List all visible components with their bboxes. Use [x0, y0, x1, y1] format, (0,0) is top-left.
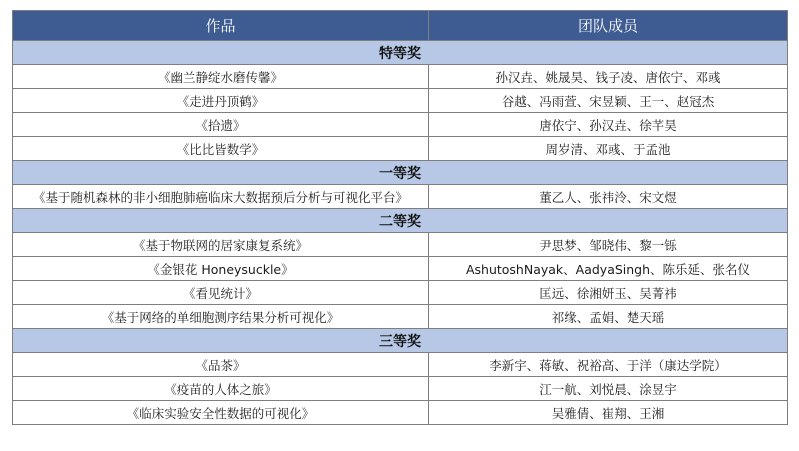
table-row: [13, 113, 788, 137]
work-title: 《基于网络的单细胞测序结果分析可视化》: [13, 305, 429, 329]
table-row: [13, 401, 788, 425]
award-level-row: [13, 329, 788, 353]
column-header-team: 团队成员: [429, 11, 788, 41]
table-row: [13, 353, 788, 377]
work-title: 《金银花 Honeysuckle》: [13, 257, 429, 281]
team-members: 谷越、冯雨萱、宋昱颖、王一、赵冠杰: [429, 89, 788, 113]
table-row: [13, 233, 788, 257]
table-row: [13, 65, 788, 89]
award-level-row: [13, 41, 788, 65]
award-level-label: 特等奖: [13, 41, 788, 65]
table-header-row: [13, 11, 788, 41]
award-table: [12, 10, 788, 425]
work-title: 《走进丹顶鹤》: [13, 89, 429, 113]
award-level-label: 三等奖: [13, 329, 788, 353]
work-title: 《基于随机森林的非小细胞肺癌临床大数据预后分析与可视化平台》: [13, 185, 429, 209]
work-title: 《看见统计》: [13, 281, 429, 305]
work-title: 《拾遗》: [13, 113, 429, 137]
award-level-row: [13, 161, 788, 185]
table-row: [13, 281, 788, 305]
column-header-work: 作品: [13, 11, 429, 41]
table-row: [13, 185, 788, 209]
table-row: [13, 89, 788, 113]
table-row: [13, 257, 788, 281]
team-members: 周岁清、邓彧、于孟池: [429, 137, 788, 161]
team-members: AshutoshNayak、AadyaSingh、陈乐延、张名仪: [429, 257, 788, 281]
table-row: [13, 377, 788, 401]
work-title: 《临床实验安全性数据的可视化》: [13, 401, 429, 425]
team-members: 孙汉垚、姚晟昊、钱子凌、唐依宁、邓彧: [429, 65, 788, 89]
award-level-label: 二等奖: [13, 209, 788, 233]
team-members: 匡远、徐湘妍玉、吴菁祎: [429, 281, 788, 305]
team-members: 尹思梦、邹晓伟、黎一铄: [429, 233, 788, 257]
work-title: 《幽兰静绽水磨传馨》: [13, 65, 429, 89]
table-row: [13, 305, 788, 329]
team-members: 董乙人、张祎泠、宋文煜: [429, 185, 788, 209]
award-table-container: [12, 10, 787, 425]
work-title: 《品茶》: [13, 353, 429, 377]
work-title: 《疫苗的人体之旅》: [13, 377, 429, 401]
team-members: 吴雅倩、崔翔、王湘: [429, 401, 788, 425]
team-members: 李新宇、蒋敏、祝裕高、于洋（康达学院）: [429, 353, 788, 377]
team-members: 江一航、刘悦晨、涂昱宇: [429, 377, 788, 401]
work-title: 《基于物联网的居家康复系统》: [13, 233, 429, 257]
team-members: 唐依宁、孙汉垚、徐芊昊: [429, 113, 788, 137]
award-level-row: [13, 209, 788, 233]
work-title: 《比比皆数学》: [13, 137, 429, 161]
team-members: 祁缘、孟娟、楚天瑶: [429, 305, 788, 329]
award-level-label: 一等奖: [13, 161, 788, 185]
table-row: [13, 137, 788, 161]
